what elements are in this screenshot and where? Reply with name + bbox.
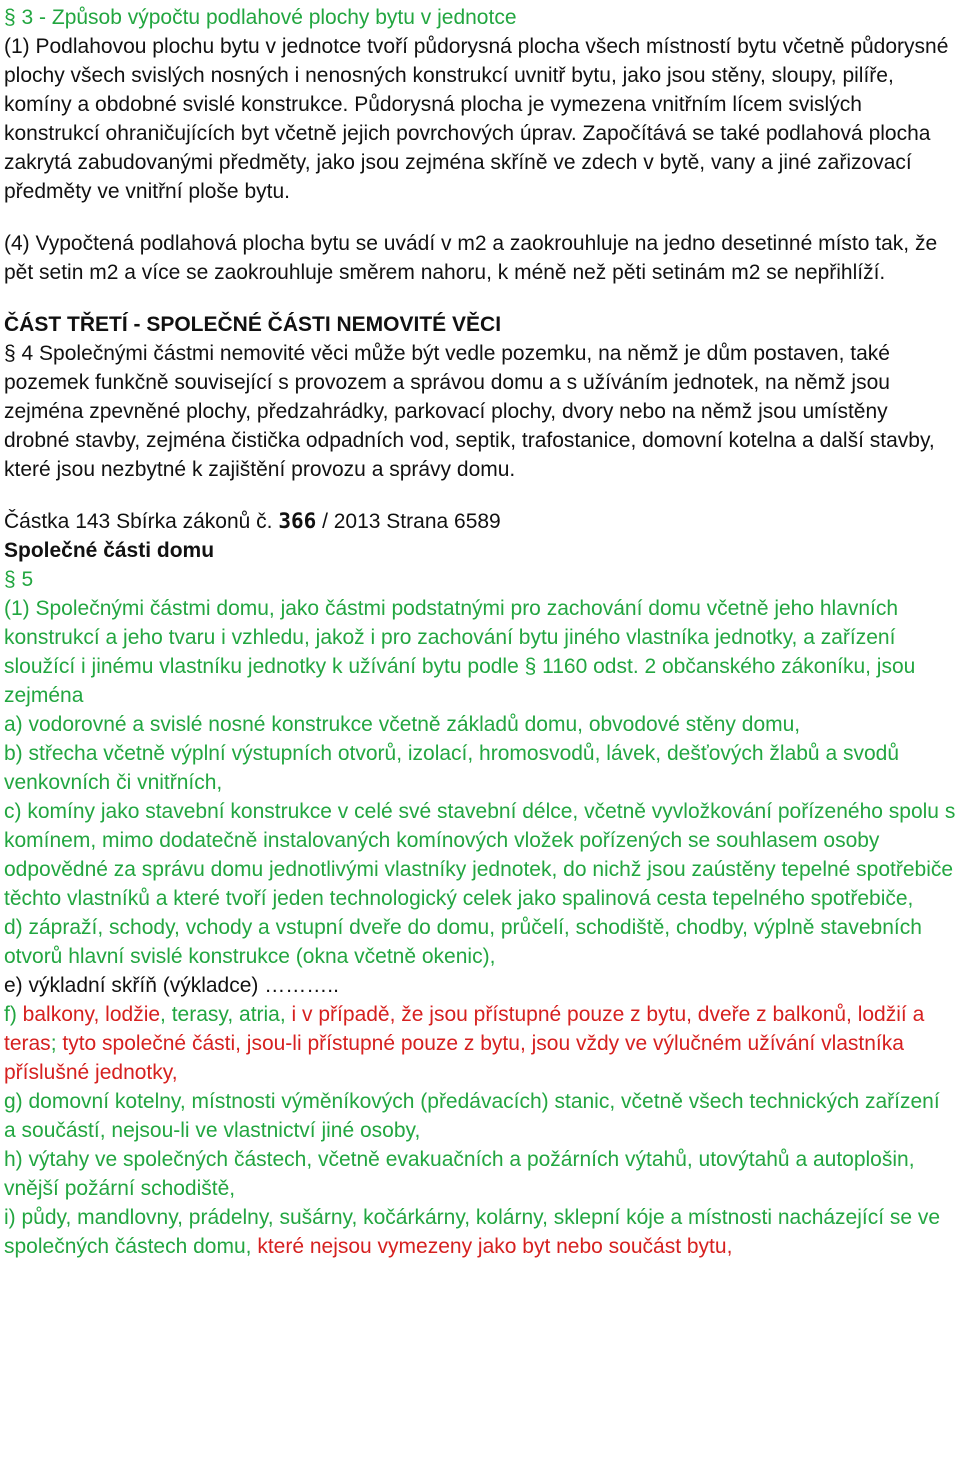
item-i-part-b: které nejsou vymezeny jako byt nebo součást bytu,	[257, 1235, 733, 1258]
law-number: 366	[278, 509, 317, 533]
section-3-paragraph-1	[4, 32, 956, 206]
item-f-part-5: tyto společné části, jsou-li přístupné pouze z bytu, jsou vždy ve výlučném užívání vlastníka příslušné jednotky,	[4, 1032, 904, 1084]
section-5-paragraph-1	[4, 594, 956, 710]
list-item-i	[4, 1203, 956, 1261]
section-sign: §	[4, 6, 16, 29]
part-3-heading: ČÁST TŘETÍ - SPOLEČNÉ ČÁSTI NEMOVITÉ VĚCI	[4, 313, 502, 336]
list-item-g: g) domovní kotelny, místnosti výměníkových (předávacích) stanic, včetně všech technických zařízení a součástí, nejsou-li ve vlastnictví jiné osoby,	[4, 1090, 940, 1142]
list-item-d: d) zápraží, schody, vchody a vstupní dveře do domu, průčelí, schodiště, chodby, výplně stavebních otvorů hlavní svislé konstrukce (okna včetně okenic),	[4, 916, 922, 968]
paragraph-1-part-c: Započítává se také podlahová plocha zakrytá zabudovanými předměty, jako jsou zejména skříně ve zdech v bytě, vany a jiné zařizovací předměty ve vnitřní ploše bytu.	[4, 122, 931, 203]
section-3-title: 3 - Způsob výpočtu podlahové plochy bytu v jednotce	[15, 6, 517, 29]
item-f-part-4: ;	[50, 1032, 63, 1055]
item-f-part-2: , terasy, atria,	[160, 1003, 292, 1026]
section-5-heading: Společné části domu	[4, 539, 215, 562]
section-5-number	[4, 565, 956, 594]
source-prefix: Částka 143 Sbírka zákonů č.	[4, 510, 279, 533]
list-item-b: b) střecha včetně výplní výstupních otvorů, izolací, hromosvodů, lávek, dešťových žlabů a svodů venkovních či vnitřních,	[4, 742, 899, 794]
item-f-label: f)	[4, 1003, 23, 1026]
section-4-body: 4 Společnými částmi nemovité věci může být vedle pozemku, na němž je dům postaven, také pozemek funkčně související s provozem a správou domu a s užíváním jednotek, na němž jsou zejména zpevněné plochy, předzahrádky, parkovací plochy, dvory nebo na němž jsou umístěny drobné stavby, zejména čistička odpadních vod, septik, trafostanice, domovní kotelna a další stavby, které jsou nezbytné k zajištění provozu a správy domu.	[4, 342, 935, 481]
section-sign: §	[4, 568, 16, 591]
list-item-e: e) výkladní skříň (výkladce) ………..	[4, 974, 339, 997]
list-item-a: a) vodorovné a svislé nosné konstrukce včetně základů domu, obvodové stěny domu,	[4, 713, 801, 736]
list-item-h: h) výtahy ve společných částech, včetně evakuačních a požárních výtahů, utovýtahů a autoplošin, vnější požární schodiště,	[4, 1148, 915, 1200]
section-3-paragraph-4: (4) Vypočtená podlahová plocha bytu se uvádí v m2 a zaokrouhluje na jedno desetinné místo tak, že pět setin m2 a více se zaokrouhluje směrem nahoru, k méně než pěti setinám m2 se nepřihlíží.	[4, 232, 938, 284]
item-f-part-1: balkony, lodžie	[22, 1003, 161, 1026]
source-suffix: / 2013 Strana 6589	[316, 510, 501, 533]
paragraph-1-part-a: (1) Společnými částmi domu, jako částmi podstatnými pro zachování domu včetně jeho hlavních konstrukcí a jeho tvaru i vzhledu, jakož i pro zachování bytu jiného vlastníka jednotky, a zařízení sloužící i jinému vlastníku jednotky k užívání bytu podle	[4, 597, 899, 678]
source-reference	[4, 507, 956, 536]
section-3-heading	[4, 3, 956, 32]
paragraph-1-part-b: Půdorysná plocha je vymezena vnitřním lícem svislých konstrukcí ohraničujících byt včetně jejich povrchových úprav.	[4, 93, 862, 145]
section-5-num: 5	[15, 568, 34, 591]
section-sign: §	[524, 655, 537, 678]
paragraph-1-part-a: (1) Podlahovou plochu bytu v jednotce tvoří půdorysná plocha všech místností bytu včetně půdorysné plochy všech svislých nosných i nenosných konstrukcí uvnitř bytu, jako jsou stěny, sloupy, pilíře, komíny a obdobné svislé konstrukce.	[4, 35, 949, 116]
list-item-c: c) komíny jako stavební konstrukce v celé své stavební délce, včetně vyvložkování pořízeného spolu s komínem, mimo dodatečně instalovaných komínových vložek pořízených se souhlasem osoby odpovědné za správu domu jednotlivými vlastníky jednotek, do nichž jsou zaústěny tepelné spotřebiče těchto vlastníků a které tvoří jeden technologický celek jako spalinová cesta tepelného spotřebiče,	[4, 800, 956, 910]
section-4-text	[4, 339, 956, 484]
section-sign: §	[4, 342, 16, 365]
list-item-f	[4, 1000, 956, 1087]
item-f-part-3: i v případě, že jsou přístupné pouze z bytu, dveře z balkonů, lodžií a teras	[4, 1003, 925, 1055]
paragraph-1-part-b: 1160 odst. 2 občanského zákoníku, jsou zejména	[4, 655, 916, 707]
item-i-part-a: i) půdy, mandlovny, prádelny, sušárny, kočárkárny, kolárny, sklepní kóje a místnosti nacházející se ve společných částech domu,	[4, 1206, 941, 1258]
